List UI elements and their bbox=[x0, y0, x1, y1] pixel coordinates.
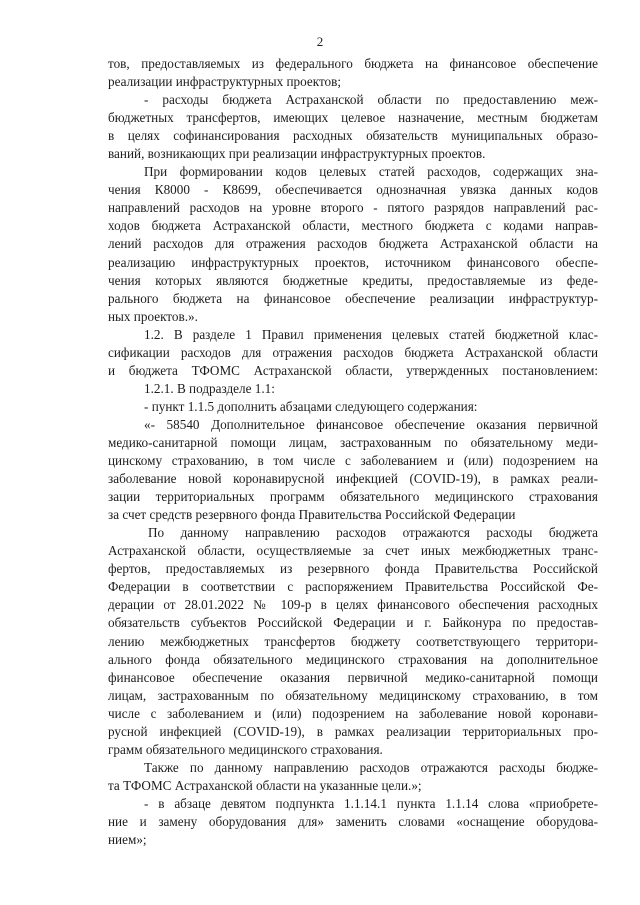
text-line: обязательств субъектов Российской Федерации и г. Байконура по предостав- bbox=[108, 615, 598, 631]
text-line: По данному направлению расходов отражаются расходы бюджета bbox=[148, 525, 598, 541]
text-line: рального бюджета на финансовое обеспечение реализации инфраструктур- bbox=[108, 290, 598, 306]
text-line: ваний, возникающих при реализации инфраструктурных проектов. bbox=[108, 146, 486, 162]
text-line: ходов бюджета Астраханской области, местного бюджета с кодами направ- bbox=[108, 218, 598, 234]
text-line: ние и замену оборудования для» заменить словами «оснащение оборудова- bbox=[108, 813, 598, 829]
text-line: зации территориальных программ обязательного медицинского страхования bbox=[108, 489, 598, 505]
text-line: фертов, предоставляемых из резервного фонда Правительства Российской bbox=[108, 561, 598, 577]
text-line: лению межбюджетных трансфертов бюджету соответствующего территори- bbox=[108, 633, 598, 649]
text-line: «- 58540 Дополнительное финансовое обеспечение оказания первичной bbox=[144, 416, 598, 432]
text-line: лений расходов для отражения расходов бюджета Астраханской области на bbox=[108, 236, 598, 252]
text-line: и бюджета ТФОМС Астраханской области, утвержденных постановлением: bbox=[108, 362, 598, 378]
text-line: - пункт 1.1.5 дополнить абзацами следующего содержания: bbox=[144, 398, 478, 414]
text-line: ных проектов.». bbox=[108, 308, 198, 324]
text-line: сификации расходов для отражения расходов бюджета Астраханской области bbox=[108, 344, 598, 360]
text-line: реализацию инфраструктурных проектов, источником финансового обеспе- bbox=[108, 254, 598, 270]
document-body bbox=[108, 55, 598, 849]
text-line: чения К8000 - К8699, обеспечивается однозначная увязка данных кодов bbox=[108, 182, 598, 198]
text-line: дерации от 28.01.2022 № 109-р в целях финансового обеспечения расходных bbox=[108, 597, 598, 613]
text-line: чения которых являются бюджетные кредиты, предоставляемые из феде- bbox=[108, 272, 598, 288]
text-line: за счет средств резервного фонда Правительства Российской Федерации bbox=[108, 507, 516, 523]
text-line: направлений расходов на уровне второго - пятого разрядов направлений рас- bbox=[108, 200, 598, 216]
text-line: Также по данному направлению расходов отражаются расходы бюдже- bbox=[144, 759, 598, 775]
text-line: медико-санитарной помощи лицам, застрахованным по обязательному меди- bbox=[108, 434, 598, 450]
text-line: числе с заболеванием и (или) подозрением на заболевание новой коронави- bbox=[108, 705, 598, 721]
text-line: лицам, застрахованным по обязательному медицинскому страхованию, в том bbox=[108, 687, 598, 703]
text-line: - расходы бюджета Астраханской области по предоставлению меж- bbox=[144, 92, 598, 108]
text-line: Федерации в соответствии с распоряжением Правительства Российской Фе- bbox=[108, 579, 598, 595]
text-line: нием»; bbox=[108, 832, 147, 848]
text-line: реализации инфраструктурных проектов; bbox=[108, 74, 342, 90]
text-line: заболевание новой коронавирусной инфекцией (COVID-19), в рамках реали- bbox=[108, 471, 598, 487]
text-line: Астраханской области, осуществляемые за счет иных межбюджетных транс- bbox=[108, 543, 598, 559]
text-line: - в абзаце девятом подпункта 1.1.14.1 пункта 1.1.14 слова «приобрете- bbox=[144, 795, 598, 811]
text-line: финансовое обеспечение оказания первичной медико-санитарной помощи bbox=[108, 669, 598, 685]
text-line: бюджетных трансфертов, имеющих целевое назначение, местным бюджетам bbox=[108, 110, 598, 126]
page-number: 2 bbox=[316, 34, 324, 49]
text-line: цинскому страхованию, в том числе с заболеванием и (или) подозрением на bbox=[108, 453, 598, 469]
text-line: в целях софинансирования расходных обязательств муниципальных образо- bbox=[108, 128, 598, 144]
text-line: русной инфекцией (COVID-19), в рамках реализации территориальных про- bbox=[108, 723, 598, 739]
text-line: грамм обязательного медицинского страхования. bbox=[108, 741, 383, 757]
text-line: тов, предоставляемых из федерального бюджета на финансовое обеспечение bbox=[108, 56, 598, 71]
text-line: При формировании кодов целевых статей расходов, содержащих зна- bbox=[144, 164, 598, 180]
text-line: 1.2. В разделе 1 Правил применения целевых статей бюджетной клас- bbox=[144, 326, 598, 342]
text-line: та ТФОМС Астраханской области на указанные цели.»; bbox=[108, 777, 422, 793]
text-line: ального фонда обязательного медицинского страхования на дополнительное bbox=[108, 651, 598, 667]
text-line: 1.2.1. В подразделе 1.1: bbox=[144, 380, 275, 396]
